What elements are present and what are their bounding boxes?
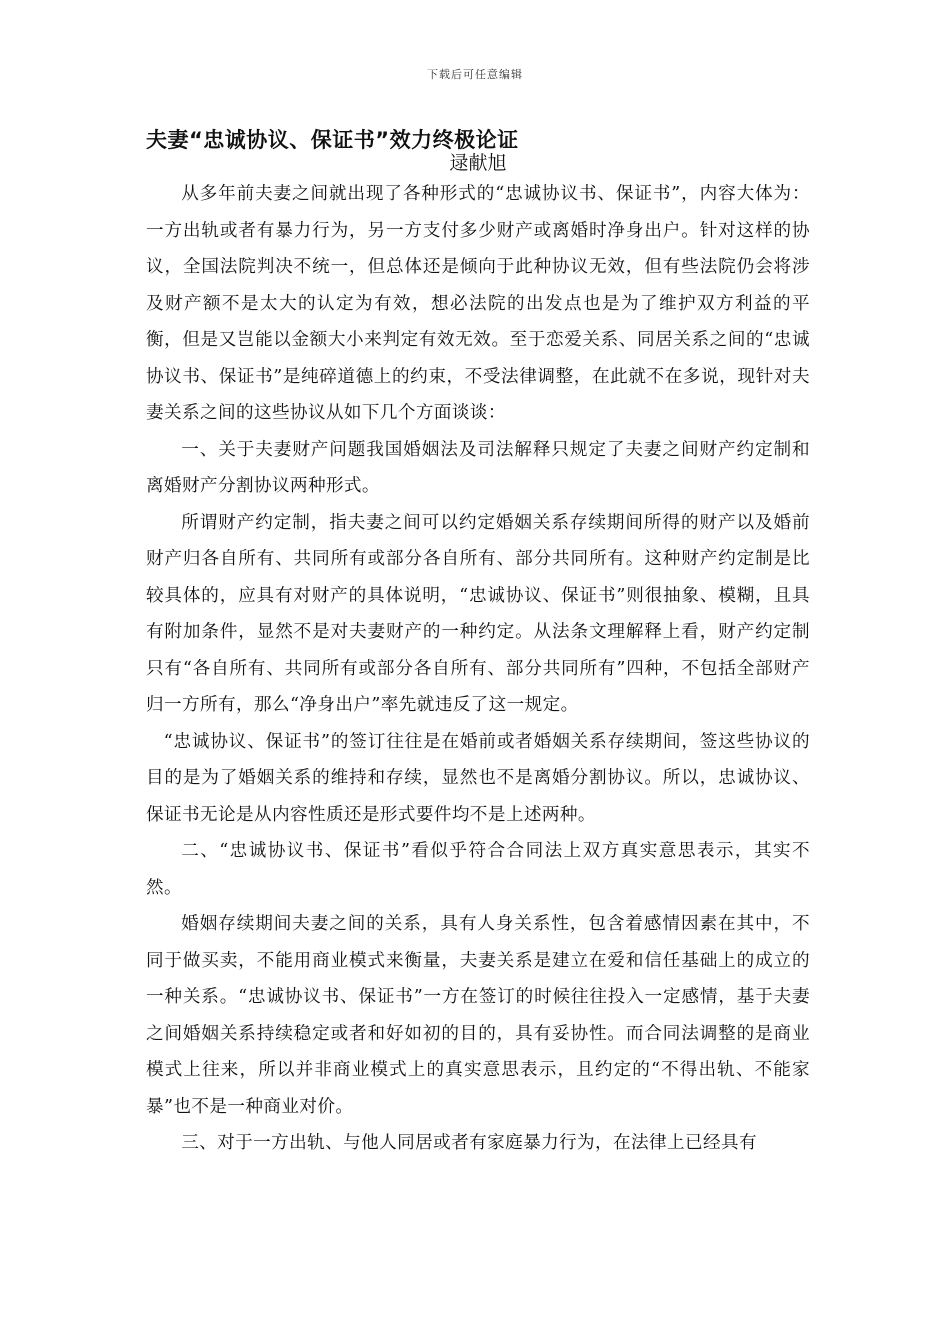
document-title: 夫妻“忠诚协议、保证书”效力终极论证 [146,128,519,152]
paragraph-marriage-relation: 婚姻存续期间夫妻之间的关系，具有人身关系性，包含着感情因素在其中，不同于做买卖，不能用商业模式来衡量，夫妻关系是建立在爱和信任基础上的成立的一种关系。“忠诚协议书、保证书”一方在签订的时候往往投入一定感情，基于夫妻之间婚姻关系持续稳定或者和好如初的目的，具有妥协性。而合同法调整的是商业模式上往来，所以并非商业模式上的真实意思表示，且约定的“不得出轨、不能家暴”也不是一种商业对价。 [146,914,810,1117]
document-body [146,176,810,1162]
paragraph-loyalty-agreement: “忠诚协议、保证书”的签订往往是在婚前或者婚姻关系存续期间，签这些协议的目的是为了婚姻关系的维持和存续，显然也不是离婚分割协议。所以，忠诚协议、保证书无论是从内容性质还是形式要件均不是上述两种。 [146,731,810,825]
paragraph-section-1: 一、关于夫妻财产问题我国婚姻法及司法解释只规定了夫妻之间财产约定制和离婚财产分割协议两种形式。 [146,439,810,496]
header-note: 下载后可任意编辑 [427,68,523,81]
paragraph-section-2: 二、“忠诚协议书、保证书”看似乎符合合同法上双方真实意思表示，其实不然。 [146,841,810,898]
paragraph-section-3: 三、对于一方出轨、与他人同居或者有家庭暴力行为，在法律上已经具有 [181,1133,757,1153]
paragraph-intro: 从多年前夫妻之间就出现了各种形式的“忠诚协议书、保证书”，内容大体为：一方出轨或者有暴力行为，另一方支付多少财产或离婚时净身出户。针对这样的协议，全国法院判决不统一，但总体还是倾向于此种协议无效，但有些法院仍会将涉及财产额不是太大的认定为有效，想必法院的出发点也是为了维护双方利益的平衡，但是又岂能以金额大小来判定有效无效。至于恋爱关系、同居关系之间的“忠诚协议书、保证书”是纯碎道德上的约束，不受法律调整，在此就不在多说，现针对夫妻关系之间的这些协议从如下几个方面谈谈： [146,184,810,423]
paragraph-property-agreement: 所谓财产约定制，指夫妻之间可以约定婚姻关系存续期间所得的财产以及婚前财产归各自所有、共同所有或部分各自所有、部分共同所有。这种财产约定制是比较具体的，应具有对财产的具体说明，“忠诚协议、保证书”则很抽象、模糊，且具有附加条件，显然不是对夫妻财产的一种约定。从法条文理解释上看，财产约定制只有“各自所有、共同所有或部分各自所有、部分共同所有”四种，不包括全部财产归一方所有，那么“净身出户”率先就违反了这一规定。 [146,512,810,715]
document-author: 逯献旭 [449,152,507,174]
